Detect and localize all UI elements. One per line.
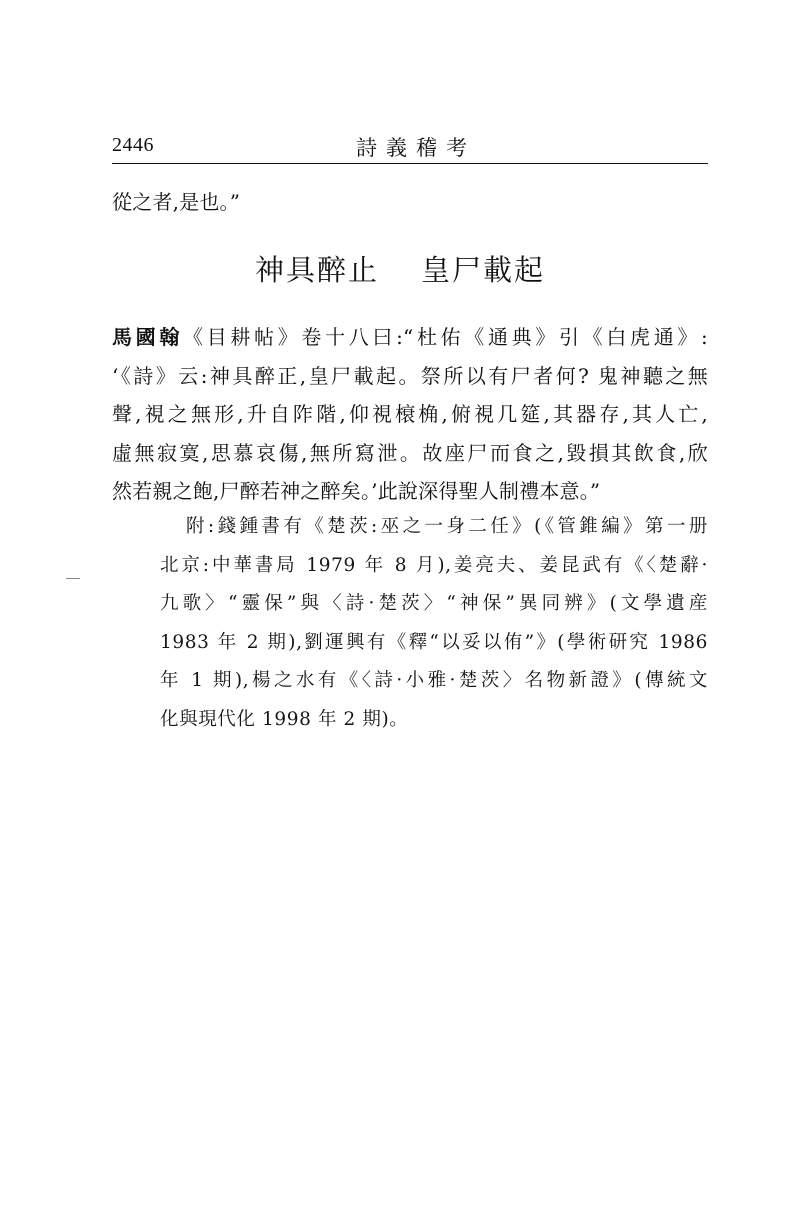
section-title-part1: 神具醉止 [254, 253, 379, 287]
section-title [0, 248, 800, 289]
continuation-text [112, 183, 708, 222]
paragraph-line: 然若親之飽,尸醉若神之醉矣。’此說深得聖人制禮本意。” [112, 479, 601, 503]
author-name: 馬國翰 [112, 325, 184, 349]
running-title: 詩義稽考 [356, 136, 476, 160]
page-number: 2446 [112, 134, 154, 156]
note-line: 1983 年 2 期),劉運興有《釋“以妥以侑”》(學術研究 1986 [160, 631, 708, 653]
main-paragraph [112, 318, 708, 511]
note-line: 化與現代化 1998 年 2 期)。 [160, 708, 409, 730]
paragraph-line: 虛無寂寞,思慕哀傷,無所寫泄。故座尸而食之,毀損其飲食,欣 [112, 440, 708, 465]
section-title-part2: 皇尸載起 [421, 253, 546, 287]
header-rule [112, 163, 708, 164]
note-line: 九歌〉“靈保”與〈詩·楚茨〉“神保”異同辨》(文學遺産 [160, 593, 708, 614]
appendix-note [160, 508, 708, 739]
paragraph-line: ‘《詩》云:神具醉正,皇尸載起。祭所以有尸者何? 鬼神聽之無 [112, 363, 708, 388]
continuation-line: 從之者,是也。” [112, 190, 241, 214]
note-line: 附:錢鍾書有《楚茨:巫之一身二任》(《管錐編》第一册 [186, 516, 708, 537]
paragraph-line-text: 《目耕帖》卷十八曰:“杜佑《通典》引《白虎通》: [183, 325, 708, 349]
page-header [112, 130, 708, 162]
paragraph-line: 聲,視之無形,升自阼階,仰視榱桷,俯視几筵,其器存,其人亡, [112, 402, 708, 426]
note-line: 年 1 期),楊之水有《〈詩·小雅·楚茨〉名物新證》(傳統文 [160, 670, 708, 691]
paragraph-line [112, 318, 708, 357]
margin-mark [66, 578, 80, 579]
note-line: 北京:中華書局 1979 年 8 月),姜亮夫、姜昆武有《〈楚辭· [160, 554, 708, 576]
